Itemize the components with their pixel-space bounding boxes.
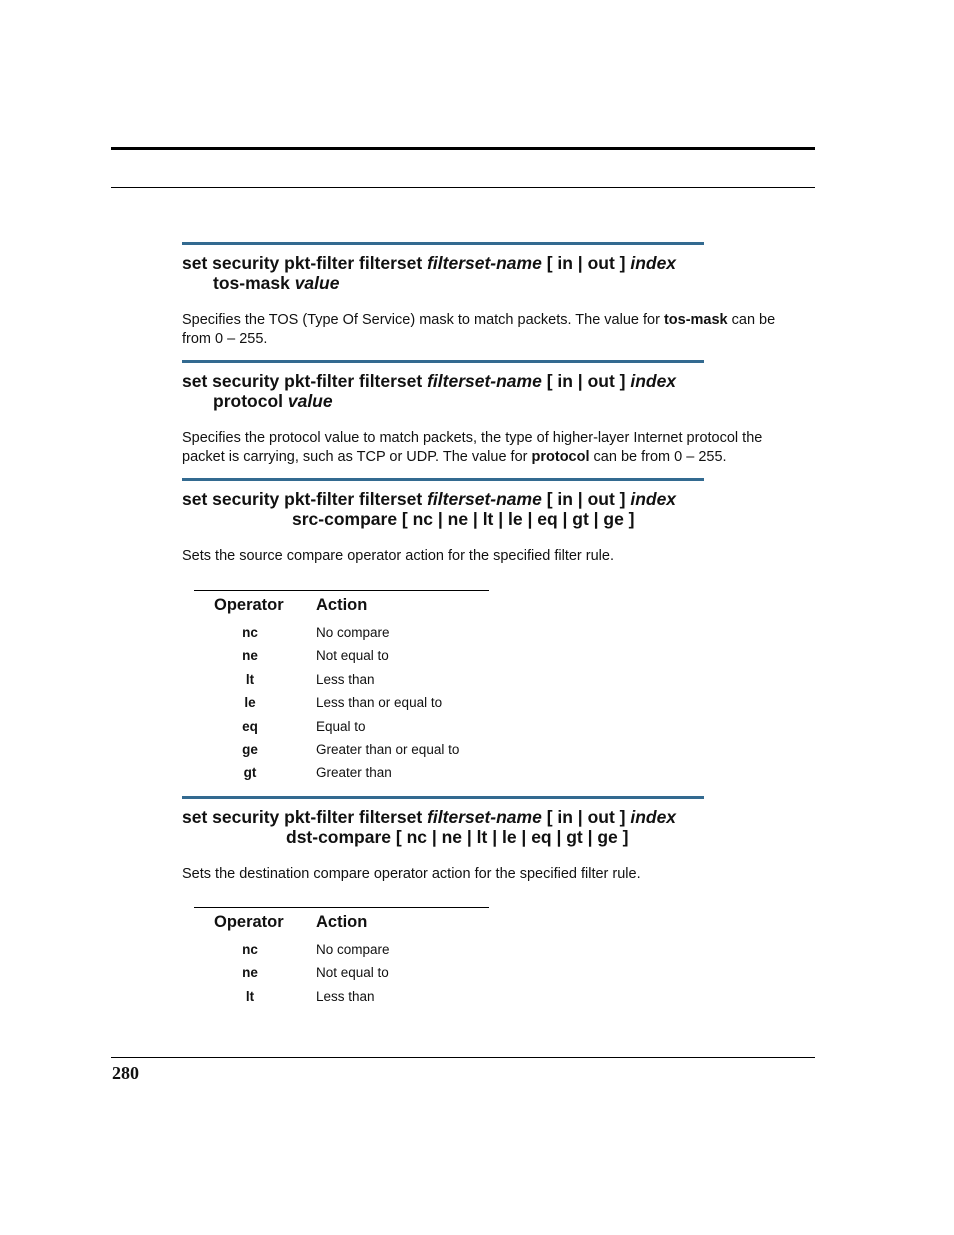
- operator-cell: ge: [242, 741, 258, 757]
- action-cell: Not equal to: [316, 965, 389, 981]
- table-header: [194, 591, 489, 621]
- column-header-action: Action: [316, 596, 368, 614]
- column-header-operator: Operator: [214, 913, 284, 931]
- heading-param: filterset-name: [427, 489, 542, 509]
- heading-param: value: [287, 391, 333, 411]
- heading-text: [ in | out ]: [541, 489, 631, 509]
- table-row: [194, 668, 489, 691]
- command-heading-protocol: [182, 371, 782, 411]
- heading-keyword: dst-compare [ nc | ne | lt | le | eq | gt | ge ]: [286, 827, 629, 847]
- description-protocol: [182, 429, 802, 467]
- action-cell: Not equal to: [316, 648, 389, 664]
- description-text: can be from 0 – 255.: [182, 312, 776, 347]
- description-text: Specifies the TOS (Type Of Service) mask to match packets. The value for: [182, 312, 664, 328]
- action-cell: Equal to: [316, 718, 366, 734]
- command-heading-dst-compare: [182, 807, 782, 847]
- action-cell: No compare: [316, 625, 390, 640]
- command-heading-tos-mask: [182, 253, 782, 293]
- operator-cell: le: [244, 695, 256, 711]
- heading-text: set security pkt-filter filterset: [182, 253, 428, 273]
- table-row: [194, 691, 489, 714]
- heading-param: value: [294, 273, 340, 293]
- table-row: [194, 961, 489, 984]
- heading-param: index: [630, 371, 677, 391]
- heading-param: filterset-name: [427, 371, 542, 391]
- action-cell: No compare: [316, 942, 390, 957]
- action-cell: Less than: [316, 988, 375, 1004]
- description-tos-mask: [182, 311, 802, 349]
- column-header-operator: Operator: [214, 596, 284, 614]
- description-keyword: tos-mask: [663, 312, 728, 328]
- description-dst-compare: Sets the destination compare operator action for the specified filter rule.: [182, 866, 641, 882]
- operator-cell: nc: [242, 942, 258, 957]
- table-row: [194, 938, 489, 961]
- heading-param: index: [630, 807, 677, 827]
- column-header-action: Action: [316, 913, 368, 931]
- section-divider: [182, 360, 704, 363]
- heading-param: index: [630, 253, 677, 273]
- footer-rule: [111, 1057, 815, 1058]
- heading-param: filterset-name: [427, 253, 542, 273]
- table-row: [194, 761, 489, 784]
- heading-text: [ in | out ]: [541, 807, 631, 827]
- operator-table-dst: [194, 907, 489, 1008]
- operator-cell: lt: [245, 671, 255, 687]
- heading-text: set security pkt-filter filterset: [182, 807, 428, 827]
- description-keyword: protocol: [531, 449, 590, 465]
- operator-table-src: [194, 590, 489, 785]
- table-row: [194, 715, 489, 738]
- operator-cell: lt: [245, 988, 255, 1004]
- action-cell: Less than or equal to: [316, 695, 443, 711]
- page-number: 280: [112, 1063, 139, 1083]
- heading-param: index: [630, 489, 677, 509]
- table-row: [194, 985, 489, 1008]
- heading-param: filterset-name: [427, 807, 542, 827]
- operator-cell: eq: [242, 718, 258, 734]
- header-rule-thick: [111, 147, 815, 150]
- section-divider: [182, 242, 704, 245]
- operator-cell: ne: [242, 965, 258, 981]
- action-cell: Less than: [316, 671, 375, 687]
- description-src-compare: Sets the source compare operator action for the specified filter rule.: [182, 548, 614, 564]
- operator-cell: ne: [242, 648, 258, 664]
- section-divider: [182, 478, 704, 481]
- table-header: [194, 908, 489, 938]
- table-row: [194, 738, 489, 761]
- description-text: Specifies the protocol value to match packets, the type of higher-layer Internet protocol the packet is carrying, such as TCP or UDP. The value for: [182, 430, 763, 465]
- header-rule-thin: [111, 187, 815, 188]
- description-text: can be from 0 – 255.: [589, 449, 727, 465]
- heading-keyword: tos-mask: [213, 273, 295, 293]
- action-cell: Greater than or equal to: [316, 741, 460, 757]
- action-cell: Greater than: [316, 765, 392, 781]
- heading-keyword: src-compare [ nc | ne | lt | le | eq | gt | ge ]: [292, 509, 635, 529]
- table-row: [194, 621, 489, 644]
- operator-cell: gt: [243, 765, 257, 781]
- table-row: [194, 644, 489, 667]
- command-heading-src-compare: [182, 489, 782, 529]
- heading-keyword: protocol: [213, 391, 288, 411]
- section-divider: [182, 796, 704, 799]
- operator-cell: nc: [242, 625, 258, 640]
- heading-text: [ in | out ]: [541, 253, 631, 273]
- heading-text: [ in | out ]: [541, 371, 631, 391]
- heading-text: set security pkt-filter filterset: [182, 489, 428, 509]
- heading-text: set security pkt-filter filterset: [182, 371, 428, 391]
